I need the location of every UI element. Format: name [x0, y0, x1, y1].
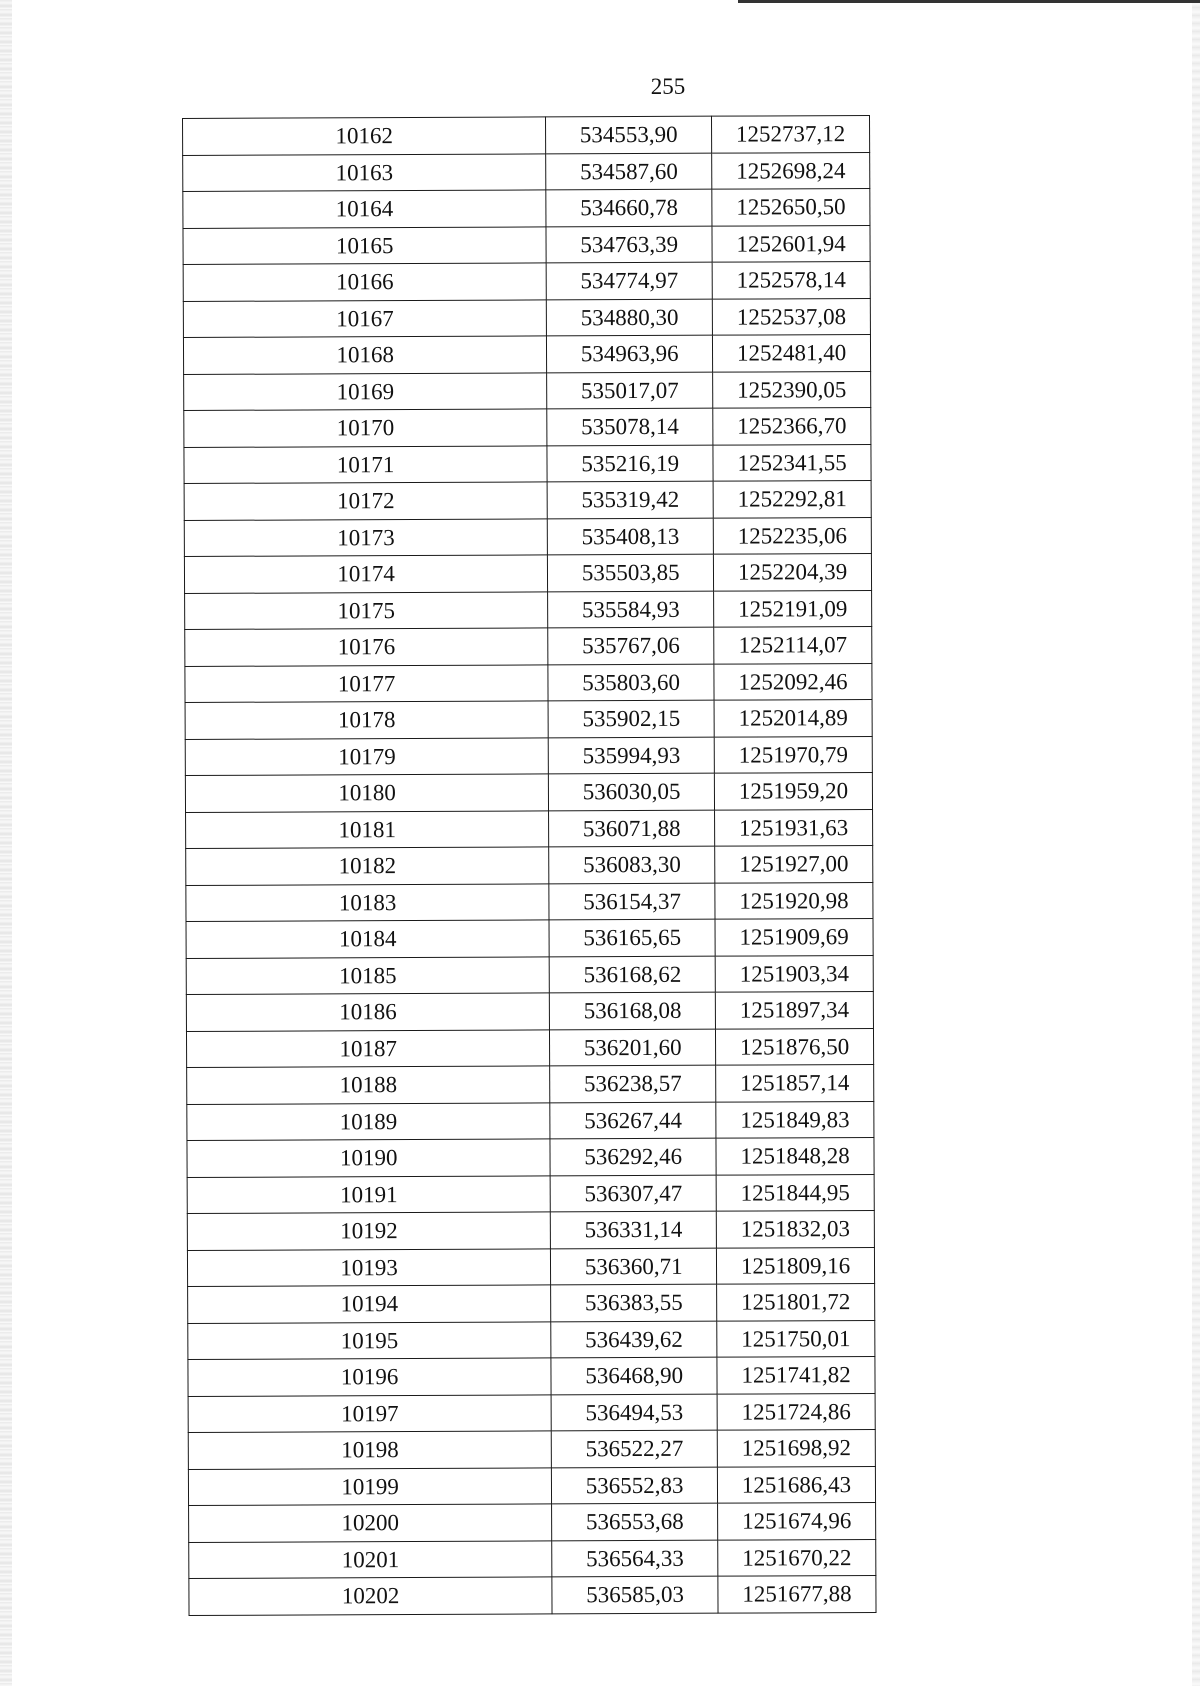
x-coordinate-cell: 536238,57 — [550, 1065, 716, 1102]
point-number-cell: 10163 — [183, 153, 546, 191]
point-number-cell: 10166 — [183, 263, 546, 301]
point-number-cell: 10180 — [185, 774, 548, 812]
y-coordinate-cell: 1251750,01 — [717, 1320, 875, 1357]
table-row — [185, 772, 872, 811]
point-number-cell: 10176 — [185, 628, 548, 666]
y-coordinate-cell: 1251801,72 — [717, 1283, 875, 1320]
y-coordinate-cell: 1251741,82 — [717, 1356, 875, 1393]
point-number-cell: 10171 — [184, 445, 547, 483]
table-row — [186, 809, 873, 848]
y-coordinate-cell: 1251909,69 — [715, 918, 873, 955]
point-number-cell: 10169 — [184, 372, 547, 410]
x-coordinate-cell: 535584,93 — [548, 591, 714, 628]
x-coordinate-cell: 535503,85 — [548, 554, 714, 591]
point-number-cell: 10174 — [184, 555, 547, 593]
coordinates-table — [182, 115, 877, 1615]
table-row — [186, 882, 873, 921]
x-coordinate-cell: 534963,96 — [547, 335, 713, 372]
x-coordinate-cell: 536267,44 — [550, 1102, 716, 1139]
point-number-cell: 10194 — [188, 1285, 551, 1323]
x-coordinate-cell: 535902,15 — [548, 700, 714, 737]
point-number-cell: 10182 — [186, 847, 549, 885]
x-coordinate-cell: 536468,90 — [551, 1357, 717, 1394]
table-row — [185, 626, 872, 665]
x-coordinate-cell: 536331,14 — [551, 1211, 717, 1248]
point-number-cell: 10198 — [188, 1431, 551, 1469]
point-number-cell: 10190 — [187, 1139, 550, 1177]
table-row — [183, 116, 870, 155]
table-row — [189, 1502, 876, 1541]
y-coordinate-cell: 1252698,24 — [712, 152, 870, 189]
point-number-cell: 10179 — [185, 737, 548, 775]
table-row — [184, 444, 871, 483]
page-number: 255 — [650, 74, 686, 99]
y-coordinate-cell: 1252578,14 — [712, 261, 870, 298]
coordinates-table-body — [183, 116, 877, 1615]
point-number-cell: 10188 — [187, 1066, 550, 1104]
point-number-cell: 10178 — [185, 701, 548, 739]
scan-left-edge — [0, 0, 12, 1686]
x-coordinate-cell: 535803,60 — [548, 664, 714, 701]
x-coordinate-cell: 535408,13 — [548, 518, 714, 555]
table-row — [183, 152, 870, 191]
x-coordinate-cell: 536494,53 — [551, 1394, 717, 1431]
x-coordinate-cell: 536564,33 — [552, 1540, 718, 1577]
table-row — [189, 1575, 876, 1614]
table-row — [185, 663, 872, 702]
x-coordinate-cell: 535216,19 — [547, 445, 713, 482]
table-row — [183, 261, 870, 300]
y-coordinate-cell: 1252204,39 — [714, 553, 872, 590]
x-coordinate-cell: 536083,30 — [549, 846, 715, 883]
table-row — [185, 736, 872, 775]
y-coordinate-cell: 1251959,20 — [714, 772, 872, 809]
x-coordinate-cell: 536168,08 — [550, 992, 716, 1029]
y-coordinate-cell: 1252014,89 — [714, 699, 872, 736]
x-coordinate-cell: 536201,60 — [550, 1029, 716, 1066]
point-number-cell: 10185 — [186, 956, 549, 994]
table-row — [184, 371, 871, 410]
x-coordinate-cell: 536439,62 — [551, 1321, 717, 1358]
y-coordinate-cell: 1251844,95 — [716, 1174, 874, 1211]
point-number-cell: 10164 — [183, 190, 546, 228]
x-coordinate-cell: 536360,71 — [551, 1248, 717, 1285]
x-coordinate-cell: 534774,97 — [546, 262, 712, 299]
y-coordinate-cell: 1251849,83 — [716, 1101, 874, 1138]
x-coordinate-cell: 536071,88 — [549, 810, 715, 847]
point-number-cell: 10170 — [184, 409, 547, 447]
y-coordinate-cell: 1252601,94 — [712, 225, 870, 262]
x-coordinate-cell: 534587,60 — [546, 153, 712, 190]
y-coordinate-cell: 1252390,05 — [713, 371, 871, 408]
x-coordinate-cell: 534763,39 — [546, 226, 712, 263]
table-row — [187, 1064, 874, 1103]
y-coordinate-cell: 1251927,00 — [715, 845, 873, 882]
table-row — [187, 1137, 874, 1176]
x-coordinate-cell: 536552,83 — [552, 1467, 718, 1504]
y-coordinate-cell: 1251698,92 — [717, 1429, 875, 1466]
y-coordinate-cell: 1251832,03 — [716, 1210, 874, 1247]
table-row — [186, 991, 873, 1030]
y-coordinate-cell: 1252235,06 — [713, 517, 871, 554]
table-row — [184, 407, 871, 446]
y-coordinate-cell: 1251897,34 — [715, 991, 873, 1028]
y-coordinate-cell: 1252737,12 — [712, 116, 870, 153]
y-coordinate-cell: 1251677,88 — [718, 1575, 876, 1612]
table-row — [188, 1283, 875, 1322]
point-number-cell: 10189 — [187, 1102, 550, 1140]
point-number-cell: 10187 — [186, 1029, 549, 1067]
table-row — [188, 1429, 875, 1468]
y-coordinate-cell: 1251848,28 — [716, 1137, 874, 1174]
y-coordinate-cell: 1252537,08 — [712, 298, 870, 335]
x-coordinate-cell: 536522,27 — [551, 1430, 717, 1467]
y-coordinate-cell: 1251970,79 — [714, 736, 872, 773]
x-coordinate-cell: 535994,93 — [548, 737, 714, 774]
point-number-cell: 10193 — [187, 1248, 550, 1286]
y-coordinate-cell: 1251670,22 — [718, 1539, 876, 1576]
y-coordinate-cell: 1251724,86 — [717, 1393, 875, 1430]
x-coordinate-cell: 534660,78 — [546, 189, 712, 226]
x-coordinate-cell: 536553,68 — [552, 1503, 718, 1540]
table-row — [183, 298, 870, 337]
x-coordinate-cell: 536154,37 — [549, 883, 715, 920]
point-number-cell: 10197 — [188, 1394, 551, 1432]
x-coordinate-cell: 536307,47 — [550, 1175, 716, 1212]
table-row — [183, 225, 870, 264]
table-row — [184, 480, 871, 519]
y-coordinate-cell: 1252092,46 — [714, 663, 872, 700]
y-coordinate-cell: 1252650,50 — [712, 188, 870, 225]
x-coordinate-cell: 535319,42 — [547, 481, 713, 518]
table-row — [184, 517, 871, 556]
x-coordinate-cell: 534553,90 — [546, 116, 712, 153]
point-number-cell: 10183 — [186, 883, 549, 921]
point-number-cell: 10175 — [185, 591, 548, 629]
table-row — [189, 1539, 876, 1578]
table-row — [188, 1320, 875, 1359]
table-row — [186, 955, 873, 994]
x-coordinate-cell: 536585,03 — [552, 1576, 718, 1613]
x-coordinate-cell: 535078,14 — [547, 408, 713, 445]
table-row — [183, 334, 870, 373]
x-coordinate-cell: 536030,05 — [549, 773, 715, 810]
y-coordinate-cell: 1251920,98 — [715, 882, 873, 919]
point-number-cell: 10173 — [184, 518, 547, 556]
point-number-cell: 10162 — [183, 117, 546, 155]
point-number-cell: 10177 — [185, 664, 548, 702]
x-coordinate-cell: 534880,30 — [547, 299, 713, 336]
point-number-cell: 10200 — [189, 1504, 552, 1542]
x-coordinate-cell: 536383,55 — [551, 1284, 717, 1321]
x-coordinate-cell: 536292,46 — [550, 1138, 716, 1175]
y-coordinate-cell: 1251674,96 — [718, 1502, 876, 1539]
point-number-cell: 10201 — [189, 1540, 552, 1578]
x-coordinate-cell: 536168,62 — [549, 956, 715, 993]
x-coordinate-cell: 535767,06 — [548, 627, 714, 664]
y-coordinate-cell: 1251809,16 — [717, 1247, 875, 1284]
table-row — [188, 1393, 875, 1432]
y-coordinate-cell: 1252114,07 — [714, 626, 872, 663]
y-coordinate-cell: 1251931,63 — [715, 809, 873, 846]
y-coordinate-cell: 1252366,70 — [713, 407, 871, 444]
scan-right-edge — [1192, 0, 1200, 1686]
y-coordinate-cell: 1251876,50 — [716, 1028, 874, 1065]
y-coordinate-cell: 1252191,09 — [714, 590, 872, 627]
table-row — [183, 188, 870, 227]
x-coordinate-cell: 536165,65 — [549, 919, 715, 956]
table-row — [187, 1210, 874, 1249]
point-number-cell: 10186 — [186, 993, 549, 1031]
point-number-cell: 10191 — [187, 1175, 550, 1213]
y-coordinate-cell: 1251686,43 — [717, 1466, 875, 1503]
point-number-cell: 10181 — [186, 810, 549, 848]
table-row — [187, 1101, 874, 1140]
point-number-cell: 10199 — [188, 1467, 551, 1505]
table-row — [184, 553, 871, 592]
table-row — [185, 590, 872, 629]
point-number-cell: 10172 — [184, 482, 547, 520]
point-number-cell: 10184 — [186, 920, 549, 958]
table-row — [185, 699, 872, 738]
point-number-cell: 10167 — [183, 299, 546, 337]
table-row — [186, 918, 873, 957]
point-number-cell: 10202 — [189, 1577, 552, 1615]
y-coordinate-cell: 1252341,55 — [713, 444, 871, 481]
x-coordinate-cell: 535017,07 — [547, 372, 713, 409]
y-coordinate-cell: 1252292,81 — [713, 480, 871, 517]
table-row — [188, 1356, 875, 1395]
table-row — [188, 1466, 875, 1505]
table-row — [187, 1247, 874, 1286]
table-row — [186, 845, 873, 884]
table-row — [187, 1174, 874, 1213]
page-top-rule — [738, 0, 1200, 3]
point-number-cell: 10192 — [187, 1212, 550, 1250]
y-coordinate-cell: 1251903,34 — [715, 955, 873, 992]
y-coordinate-cell: 1252481,40 — [713, 334, 871, 371]
y-coordinate-cell: 1251857,14 — [716, 1064, 874, 1101]
point-number-cell: 10195 — [188, 1321, 551, 1359]
point-number-cell: 10168 — [183, 336, 546, 374]
point-number-cell: 10165 — [183, 226, 546, 264]
point-number-cell: 10196 — [188, 1358, 551, 1396]
table-row — [186, 1028, 873, 1067]
